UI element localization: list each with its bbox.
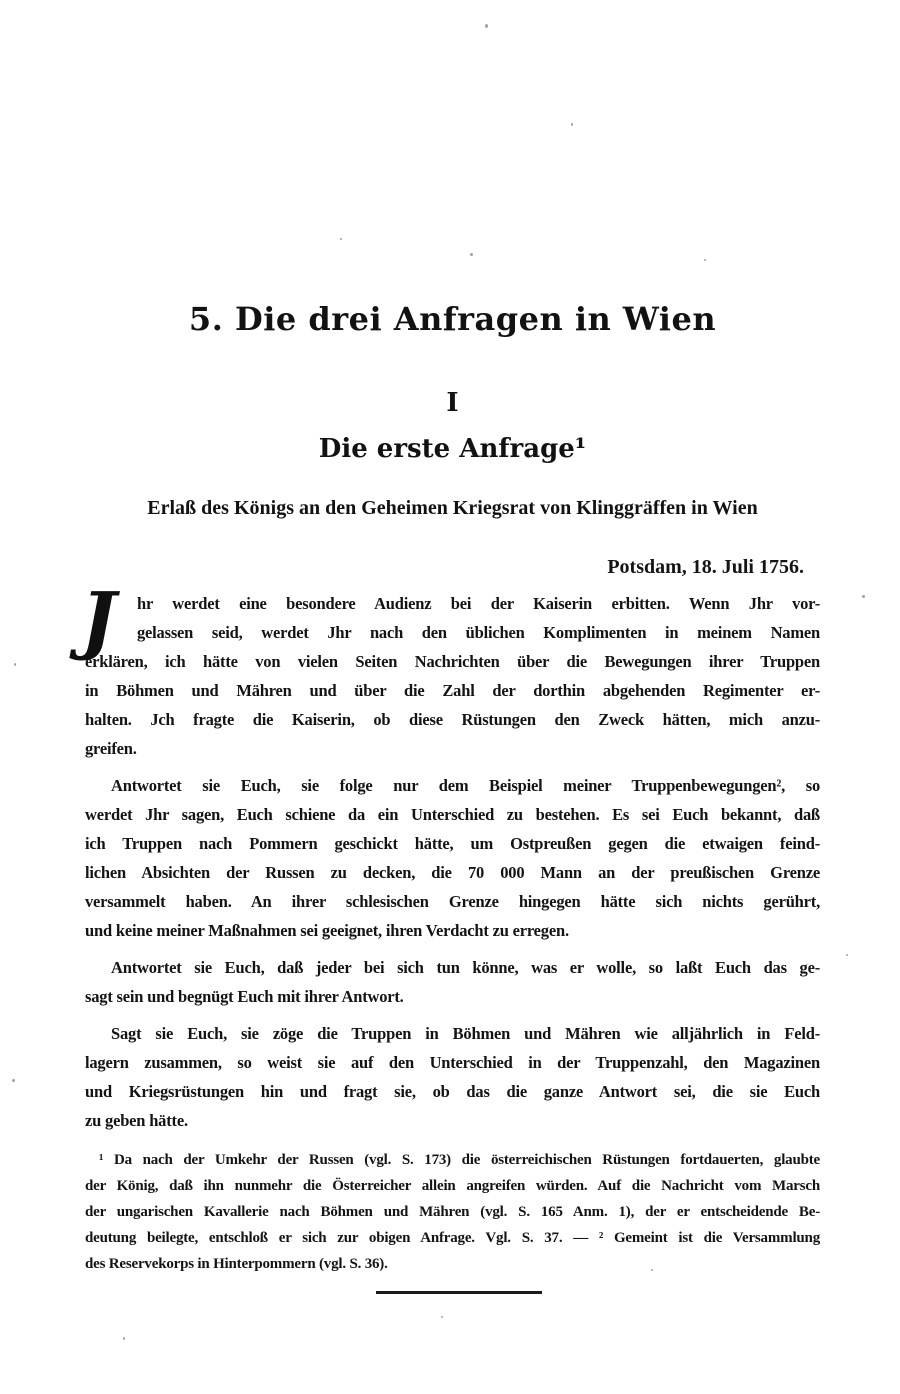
text-line: hr werdet eine besondere Audienz bei der Kaiserin erbitten. Wenn Jhr vor- [137,594,820,613]
footnote-line: ¹ Da nach der Umkehr der Russen (vgl. S. 173) die österreichischen Rüstungen fortdauerten, glaubte [99,1152,820,1168]
footnote-line: der König, daß ihn nunmehr die Österreicher allein angreifen würden. Auf die Nachricht vom Marsch [85,1178,820,1194]
section-numeral: I [446,388,459,418]
chapter-heading: 5. Die drei Anfragen in Wien [188,300,717,338]
text-line: zu geben hätte. [85,1111,188,1130]
bottom-separator-rule [376,1291,542,1294]
body-text [81,577,820,1135]
body-paragraph [85,1019,820,1135]
dropcap-initial: J [81,577,116,663]
text-line: und Kriegsrüstungen hin und fragt sie, ob das die ganze Antwort sei, die sie Euch [85,1082,820,1101]
text-line: greifen. [85,739,137,758]
section-heading: Die erste Anfrage¹ [318,434,587,464]
scan-speckle [846,954,848,956]
scan-speckle [14,663,16,666]
text-line: lichen Absichten der Russen zu decken, die 70 000 Mann an der preußischen Grenze [85,863,820,882]
body-paragraph [81,577,820,763]
scan-speckle [470,253,473,256]
text-line: und keine meiner Maßnahmen sei geeignet, ihren Verdacht zu erregen. [85,921,569,940]
body-paragraph [85,771,820,945]
text-line: Sagt sie Euch, sie zöge die Truppen in Böhmen und Mähren wie alljährlich in Feld- [111,1024,820,1043]
scan-speckle [340,238,342,240]
scan-speckle [704,259,706,261]
scan-speckle [485,24,488,28]
scan-speckle [12,1079,15,1082]
scan-speckle [571,123,573,126]
dateline: Potsdam, 18. Juli 1756. [607,556,804,578]
text-line: erklären, ich hätte von vielen Seiten Nachrichten über die Bewegungen ihrer Truppen [85,652,820,671]
text-line: halten. Jch fragte die Kaiserin, ob diese Rüstungen den Zweck hätten, mich anzu- [85,710,820,729]
text-line: sagt sein und begnügt Euch mit ihrer Antwort. [85,987,404,1006]
body-paragraph [85,953,820,1011]
footnote [85,1147,820,1277]
text-line: in Böhmen und Mähren und über die Zahl der dorthin abgehenden Regimenter er- [85,681,820,700]
text-line: Antwortet sie Euch, sie folge nur dem Beispiel meiner Truppenbewegungen², so [111,776,820,795]
text-line: Antwortet sie Euch, daß jeder bei sich tun könne, was er wolle, so laßt Euch das ge- [111,958,820,977]
text-line: gelassen seid, werdet Jhr nach den üblichen Komplimenten in meinem Namen [137,623,820,642]
scan-speckle [651,1269,653,1271]
text-line: lagern zusammen, so weist sie auf den Unterschied in der Truppenzahl, den Magazinen [85,1053,820,1072]
text-line: ich Truppen nach Pommern geschickt hätte, um Ostpreußen gegen die etwaigen feind- [85,834,820,853]
scan-speckle [441,1316,443,1318]
document-subtitle: Erlaß des Königs an den Geheimen Kriegsrat von Klinggräffen in Wien [147,497,758,519]
text-line: werdet Jhr sagen, Euch schiene da ein Unterschied zu bestehen. Es sei Euch bekannt, daß [85,805,820,824]
scan-speckle [862,595,865,598]
text-line: versammelt haben. An ihrer schlesischen Grenze hingegen hätte sich nichts gerührt, [85,892,820,911]
footnote-line: des Reservekorps in Hinterpommern (vgl. S. 36). [85,1256,388,1272]
scan-speckle [123,1337,125,1340]
footnote-line: deutung beilegte, entschloß er sich zur obigen Anfrage. Vgl. S. 37. — ² Gemeint ist die Versammlung [85,1230,820,1246]
footnote-line: der ungarischen Kavallerie nach Böhmen und Mähren (vgl. S. 165 Anm. 1), der er entscheidende Be- [85,1204,820,1220]
